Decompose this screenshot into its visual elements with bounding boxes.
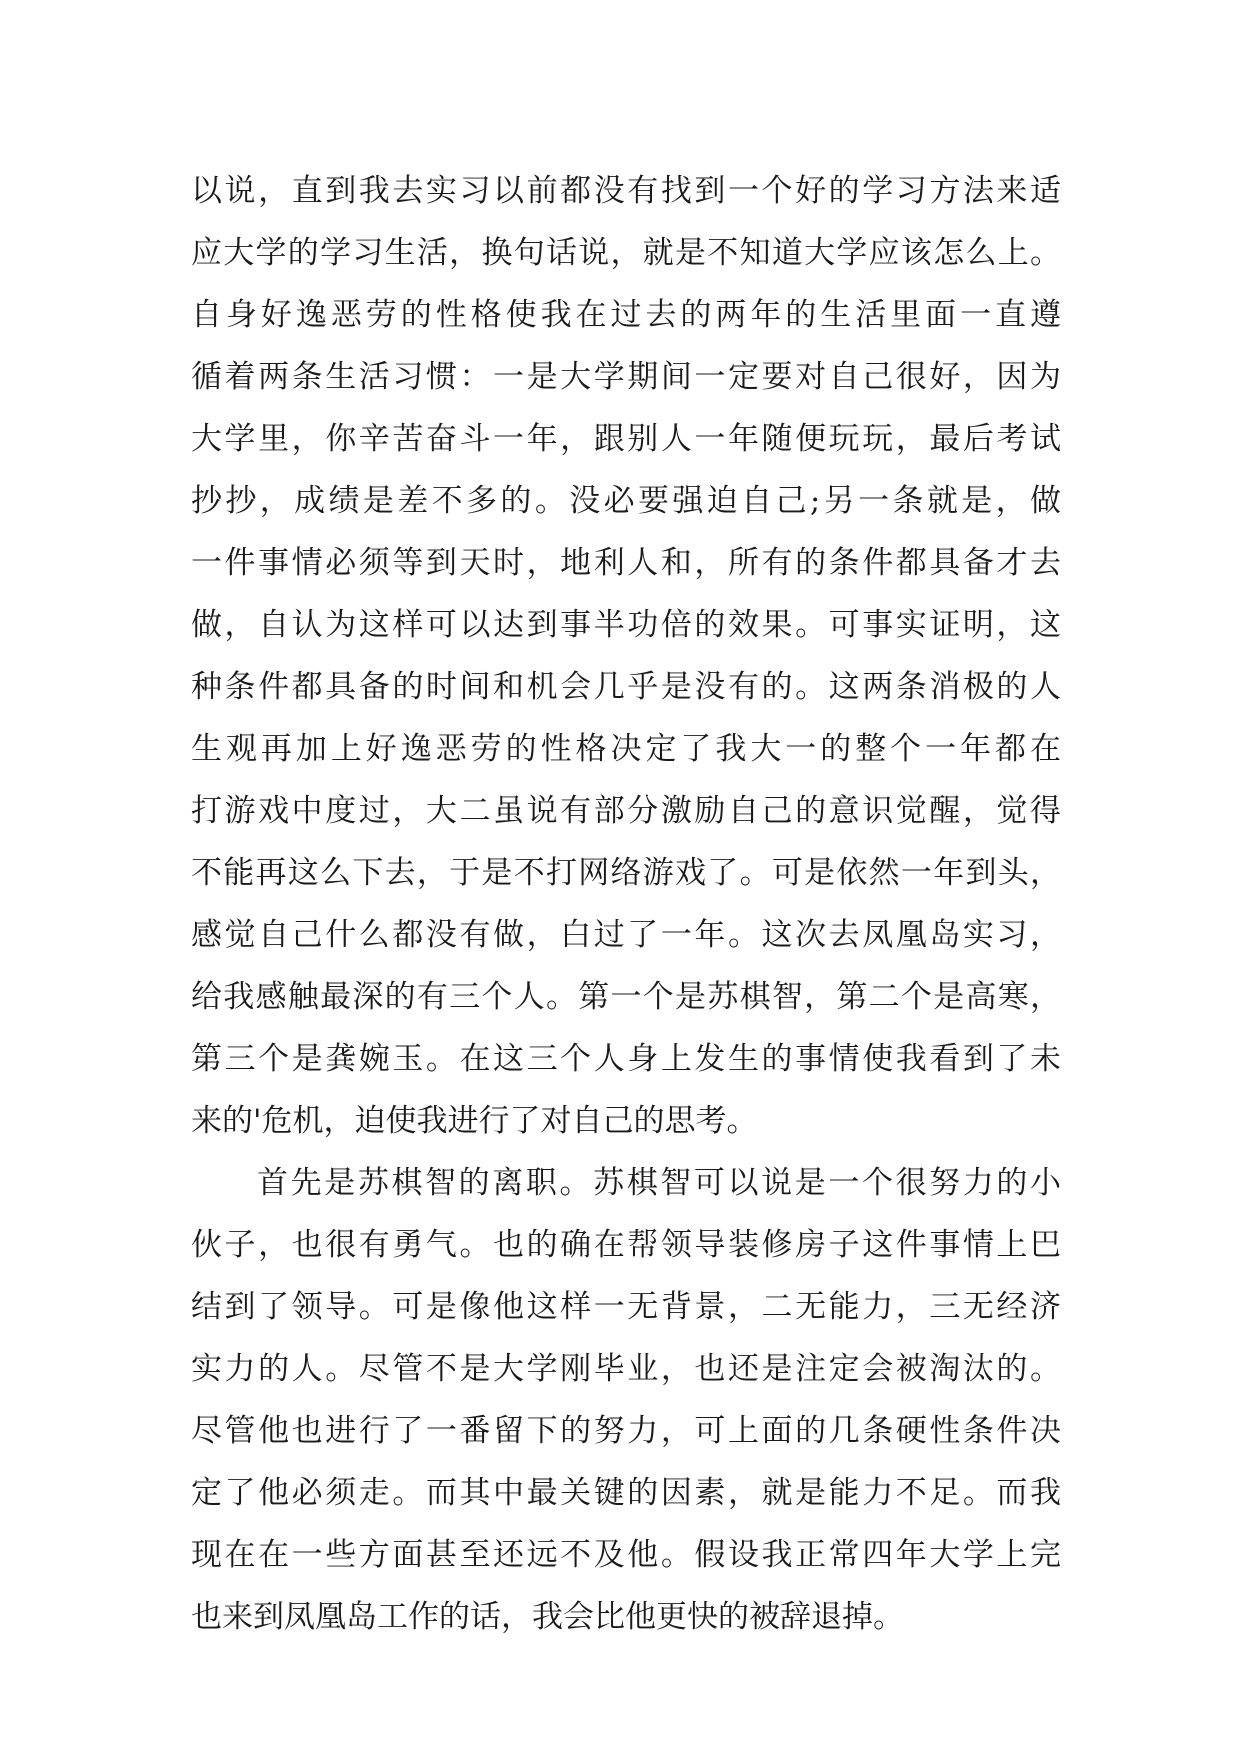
text-line: 第三个是龚婉玉。在这三个人身上发生的事情使我看到了未 <box>191 1041 1061 1077</box>
text-line: 自身好逸恶劳的性格使我在过去的两年的生活里面一直遵 <box>191 297 1061 333</box>
text-line: 定了他必须走。而其中最关键的因素，就是能力不足。而我 <box>191 1475 1061 1511</box>
text-line: 打游戏中度过，大二虽说有部分激励自己的意识觉醒，觉得 <box>191 793 1061 829</box>
text-line: 一件事情必须等到天时，地利人和，所有的条件都具备才去 <box>191 545 1061 581</box>
text-line: 现在在一些方面甚至还远不及他。假设我正常四年大学上完 <box>191 1537 1061 1573</box>
text-line: 给我感触最深的有三个人。第一个是苏棋智，第二个是高寒， <box>191 979 1061 1015</box>
body-text <box>191 160 1061 1648</box>
text-line: 以说，直到我去实习以前都没有找到一个好的学习方法来适 <box>191 173 1061 209</box>
text-line: 种条件都具备的时间和机会几乎是没有的。这两条消极的人 <box>191 669 1061 705</box>
text-line: 伙子，也很有勇气。也的确在帮领导装修房子这件事情上巴 <box>191 1227 1061 1263</box>
text-line: 尽管他也进行了一番留下的努力，可上面的几条硬性条件决 <box>191 1413 1061 1449</box>
text-line: 实力的人。尽管不是大学刚毕业，也还是注定会被淘汰的。 <box>191 1351 1061 1387</box>
text-line: 应大学的学习生活，换句话说，就是不知道大学应该怎么上。 <box>191 235 1061 271</box>
text-line: 生观再加上好逸恶劳的性格决定了我大一的整个一年都在 <box>191 731 1061 767</box>
text-line: 首先是苏棋智的离职。苏棋智可以说是一个很努力的小 <box>257 1165 1061 1201</box>
text-line: 大学里，你辛苦奋斗一年，跟别人一年随便玩玩，最后考试 <box>191 421 1061 457</box>
text-line: 做，自认为这样可以达到事半功倍的效果。可事实证明，这 <box>191 607 1061 643</box>
text-line: 来的'危机，迫使我进行了对自己的思考。 <box>191 1103 758 1139</box>
text-line: 也来到凤凰岛工作的话，我会比他更快的被辞退掉。 <box>191 1599 904 1635</box>
text-line: 循着两条生活习惯：一是大学期间一定要对自己很好，因为 <box>191 359 1061 395</box>
text-line: 结到了领导。可是像他这样一无背景，二无能力，三无经济 <box>191 1289 1061 1325</box>
text-line: 抄抄，成绩是差不多的。没必要强迫自己;另一条就是，做 <box>191 483 1061 519</box>
text-line: 感觉自己什么都没有做，白过了一年。这次去凤凰岛实习， <box>191 917 1061 953</box>
text-line: 不能再这么下去，于是不打网络游戏了。可是依然一年到头， <box>191 855 1061 891</box>
